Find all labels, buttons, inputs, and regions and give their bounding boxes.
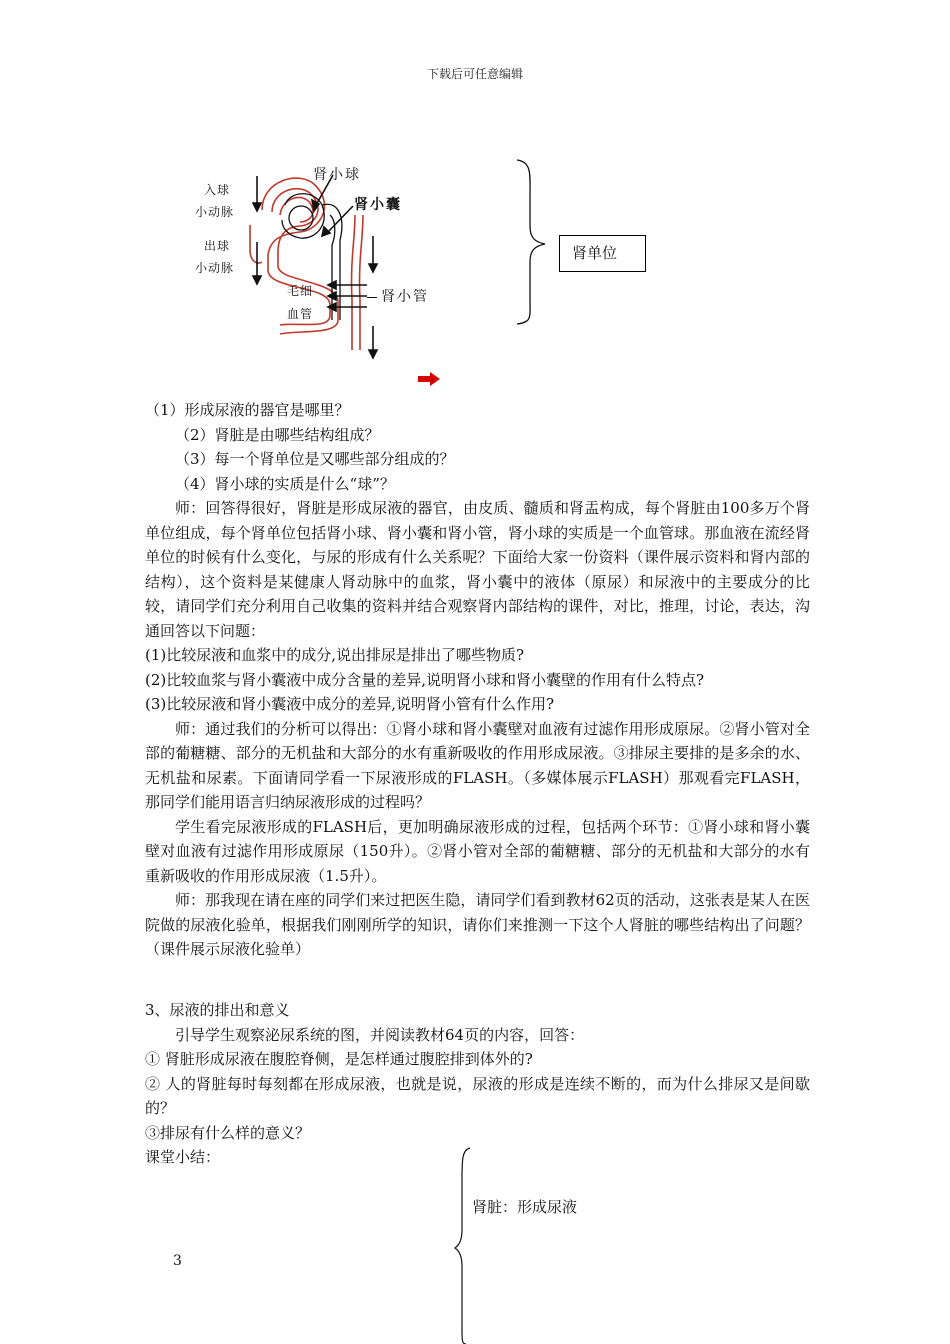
nephron-brace xyxy=(517,160,545,324)
discussion-question-2: (2)比较血浆与肾小囊液中成分含量的差异,说明肾小球和肾小囊壁的作用有什么特点? xyxy=(145,670,705,689)
label-afferent-1: 入球 xyxy=(204,183,231,197)
nephron-diagram xyxy=(0,0,950,400)
blood-vessels xyxy=(250,178,363,350)
discussion-question-3: (3)比较尿液和肾小囊液中成分的差异,说明肾小管有什么作用? xyxy=(145,695,555,713)
question-1: （1）形成尿液的器官是哪里？ xyxy=(145,401,350,419)
label-efferent-2: 小动脉 xyxy=(195,261,235,275)
glomerulus-capsule xyxy=(282,194,342,320)
teacher-paragraph-1: 师：回答得很好，肾脏是形成尿液的器官，由皮质、髓质和肾盂构成，每个肾脏由100多万个肾单位组成，每个肾单位包括肾小球、肾小囊和肾小管，肾小球的实质是一个血管球。那血液在流经肾单位的时候有什么变化，与尿的形成有什么关系呢？下面给大家一份资料（课件展示资料和肾内部的结构），这个资料是某健康人肾动脉中的血浆，肾小囊中的液体（原尿）和尿液中的主要成分的比较，请同学们充分利用自己收集的资料并结合观察肾内部结构的课件，对比，推理，讨论，表达，沟通回答以下问题： xyxy=(145,499,810,640)
label-capillary-1: 毛细 xyxy=(287,284,314,298)
next-arrow xyxy=(418,372,440,386)
teacher-paragraph-2: 师：通过我们的分析可以得出：①肾小球和肾小囊壁对血液有过滤作用形成原尿。②肾小管对全部的葡糖糖、部分的无机盐和大部分的水有重新吸收的作用形成尿液。③排尿主要排的是多余的水、无机盐和尿素。下面请同学看一下尿液形成的FLASH。（多媒体展示FLASH）那观看完FLASH，那同学们能用语言归纳尿液形成的过程吗？ xyxy=(145,719,810,811)
question-3: （3）每一个肾单位是又哪些部分组成的？ xyxy=(175,450,455,468)
nephron-box: 肾单位 xyxy=(559,235,646,272)
section-heading: 3、尿液的排出和意义 xyxy=(145,1001,290,1019)
discussion-question-1: (1)比较尿液和血浆中的成分,说出排尿是排出了哪些物质? xyxy=(145,646,525,664)
summary-kidney: 肾脏：形成尿液 xyxy=(472,1198,578,1216)
section-question-3: ③排尿有什么样的意义？ xyxy=(145,1123,311,1142)
lesson-body xyxy=(145,398,810,962)
label-capsule: 肾小囊 xyxy=(354,197,402,213)
guide-text: 引导学生观察泌尿系统的图，并阅读教材64页的内容，回答： xyxy=(175,1025,585,1044)
label-efferent-1: 出球 xyxy=(204,239,231,253)
label-afferent-2: 小动脉 xyxy=(195,205,235,219)
question-2: （2）肾脏是由哪些结构组成？ xyxy=(175,425,380,444)
summary-heading: 课堂小结： xyxy=(145,1148,221,1166)
label-capillary-2: 血管 xyxy=(287,307,314,321)
section-question-2: ② 人的肾脏每时每刻都在形成尿液，也就是说，尿液的形成是连续不断的，而为什么排尿又是间歇的？ xyxy=(145,1074,810,1117)
summary-brace xyxy=(0,1140,950,1344)
label-glomerulus: 肾小球 xyxy=(313,167,361,183)
section-question-1: ① 肾脏形成尿液在腹腔脊侧，是怎样通过腹腔排到体外的? xyxy=(145,1050,533,1068)
page-number: 3 xyxy=(173,1253,182,1269)
page-header-note: 下载后可任意编辑 xyxy=(426,67,523,81)
teacher-paragraph-3: 师：那我现在请在座的同学们来过把医生隐，请同学们看到教材62页的活动，这张表是某人在医院做的尿液化验单，根据我们刚刚所学的知识，请你们来推测一下这个人肾脏的哪些结构出了问题？（课件展示尿液化验单） xyxy=(145,891,810,958)
student-paragraph: 学生看完尿液形成的FLASH后，更加明确尿液形成的过程，包括两个环节：①肾小球和肾小囊壁对血液有过滤作用形成原尿（150升）。②肾小管对全部的葡糖糖、部分的无机盐和大部分的水有重新吸收的作用形成尿液（1.5升）。 xyxy=(145,817,810,885)
question-4: （4）肾小球的实质是什么“球”？ xyxy=(175,474,395,493)
label-tubule: 肾小管 xyxy=(367,286,429,306)
